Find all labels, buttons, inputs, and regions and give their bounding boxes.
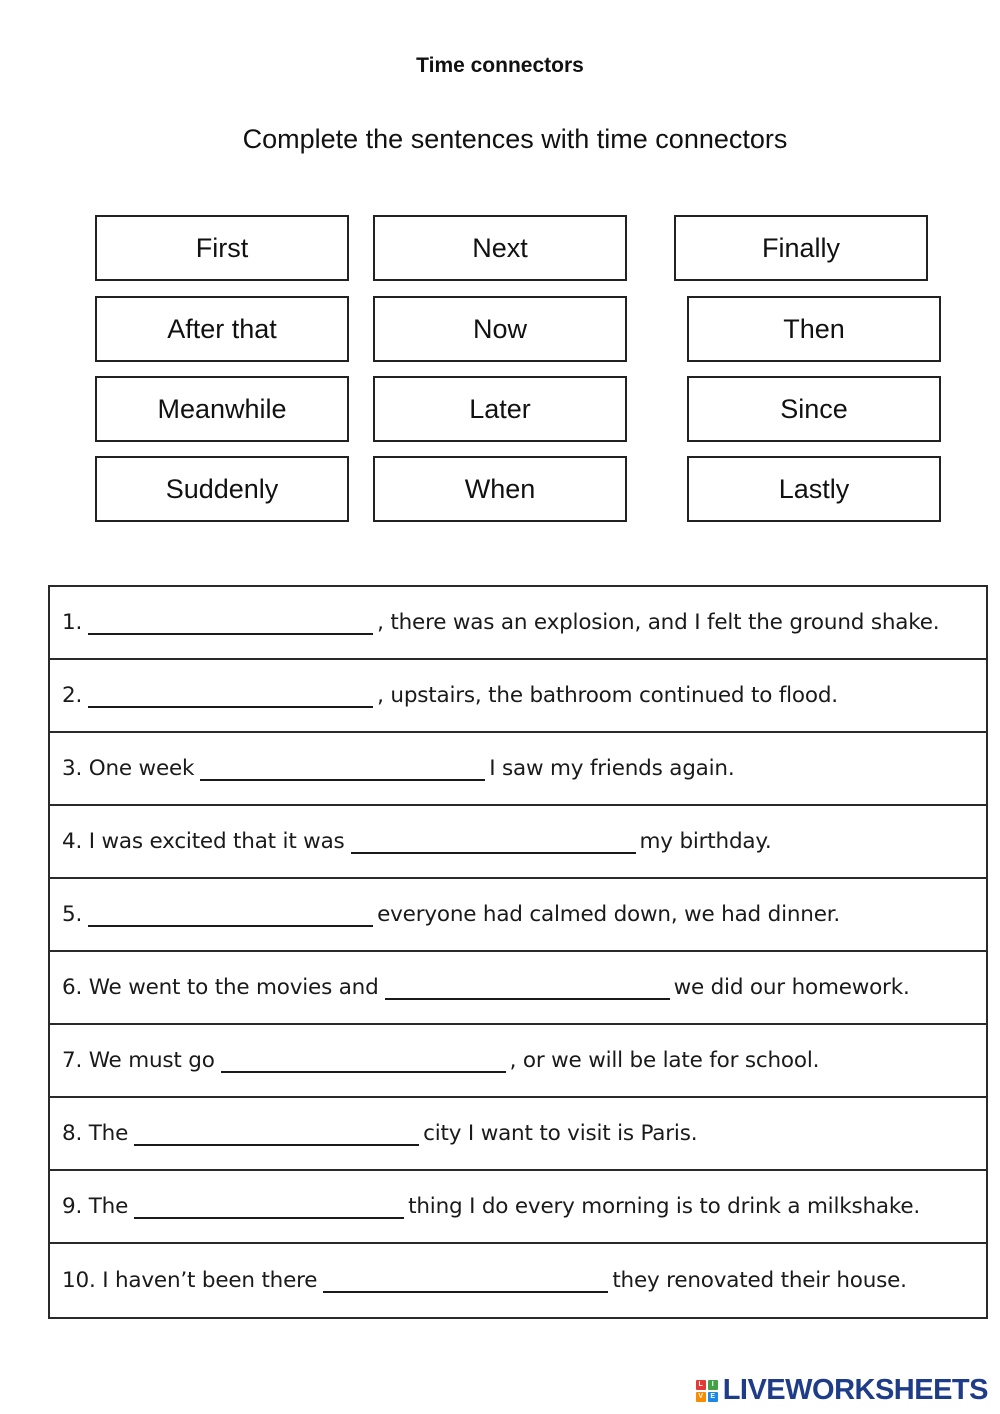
sentence-row	[50, 1025, 986, 1098]
sentence-text-after: , or we will be late for school.	[509, 1048, 820, 1073]
instructions: Complete the sentences with time connectors	[242, 124, 788, 154]
sentence-row	[50, 806, 986, 879]
word-box-first[interactable]: First	[95, 215, 349, 281]
answer-blank-6[interactable]	[385, 976, 670, 1000]
sentence-text-after: , upstairs, the bathroom continued to flood.	[377, 683, 838, 708]
sentence-text-after: my birthday.	[639, 829, 772, 854]
answer-blank-10[interactable]	[323, 1269, 608, 1293]
sentence-text-after: thing I do every morning is to drink a milkshake.	[408, 1194, 921, 1219]
logo-mark-icon	[696, 1380, 718, 1402]
word-box-since[interactable]: Since	[687, 376, 941, 442]
sentence-text-before: 5.	[62, 902, 83, 927]
word-box-suddenly[interactable]: Suddenly	[95, 456, 349, 522]
sentence-text-before: 9. The	[62, 1194, 129, 1219]
sentence-text-before: 3. One week	[62, 756, 195, 781]
logo-letter: L	[696, 1380, 706, 1390]
answer-blank-9[interactable]	[134, 1195, 404, 1219]
word-box-finally[interactable]: Finally	[674, 215, 928, 281]
sentence-table	[48, 585, 988, 1319]
answer-blank-2[interactable]	[88, 684, 373, 708]
sentence-row	[50, 733, 986, 806]
answer-blank-4[interactable]	[351, 830, 636, 854]
sentence-row	[50, 660, 986, 733]
word-box-later[interactable]: Later	[373, 376, 627, 442]
sentence-row	[50, 879, 986, 952]
sentence-text-after: we did our homework.	[673, 975, 910, 1000]
answer-blank-3[interactable]	[200, 757, 485, 781]
answer-blank-8[interactable]	[134, 1122, 419, 1146]
sentence-text-before: 8. The	[62, 1121, 129, 1146]
logo-letter: I	[708, 1380, 718, 1390]
word-box-now[interactable]: Now	[373, 296, 627, 362]
sentence-row	[50, 952, 986, 1025]
logo-letter: V	[696, 1392, 706, 1402]
sentence-text-after: , there was an explosion, and I felt the ground shake.	[377, 610, 940, 635]
sentence-text-before: 2.	[62, 683, 83, 708]
sentence-text-before: 7. We must go	[62, 1048, 215, 1073]
answer-blank-5[interactable]	[88, 903, 373, 927]
sentence-text-after: they renovated their house.	[612, 1268, 907, 1293]
word-box-when[interactable]: When	[373, 456, 627, 522]
sentence-text-before: 10. I haven’t been there	[62, 1268, 318, 1293]
word-box-lastly[interactable]: Lastly	[687, 456, 941, 522]
sentence-text-after: city I want to visit is Paris.	[423, 1121, 698, 1146]
sentence-row	[50, 1171, 986, 1244]
sentence-text-after: everyone had calmed down, we had dinner.	[377, 902, 841, 927]
sentence-row	[50, 1098, 986, 1171]
word-box-after-that[interactable]: After that	[95, 296, 349, 362]
word-box-meanwhile[interactable]: Meanwhile	[95, 376, 349, 442]
logo-letter: E	[708, 1392, 718, 1402]
sentence-text-after: I saw my friends again.	[489, 756, 735, 781]
sentence-text-before: 6. We went to the movies and	[62, 975, 379, 1000]
logo-text: LIVEWORKSHEETS	[722, 1374, 988, 1406]
word-box-next[interactable]: Next	[373, 215, 627, 281]
sentence-text-before: 4. I was excited that it was	[62, 829, 345, 854]
sentence-text-before: 1.	[62, 610, 83, 635]
liveworksheets-logo	[696, 1374, 988, 1407]
word-box-then[interactable]: Then	[687, 296, 941, 362]
sentence-row	[50, 1244, 986, 1317]
sentence-row	[50, 587, 986, 660]
page-title: Time connectors	[416, 54, 584, 77]
answer-blank-7[interactable]	[221, 1049, 506, 1073]
answer-blank-1[interactable]	[88, 611, 373, 635]
